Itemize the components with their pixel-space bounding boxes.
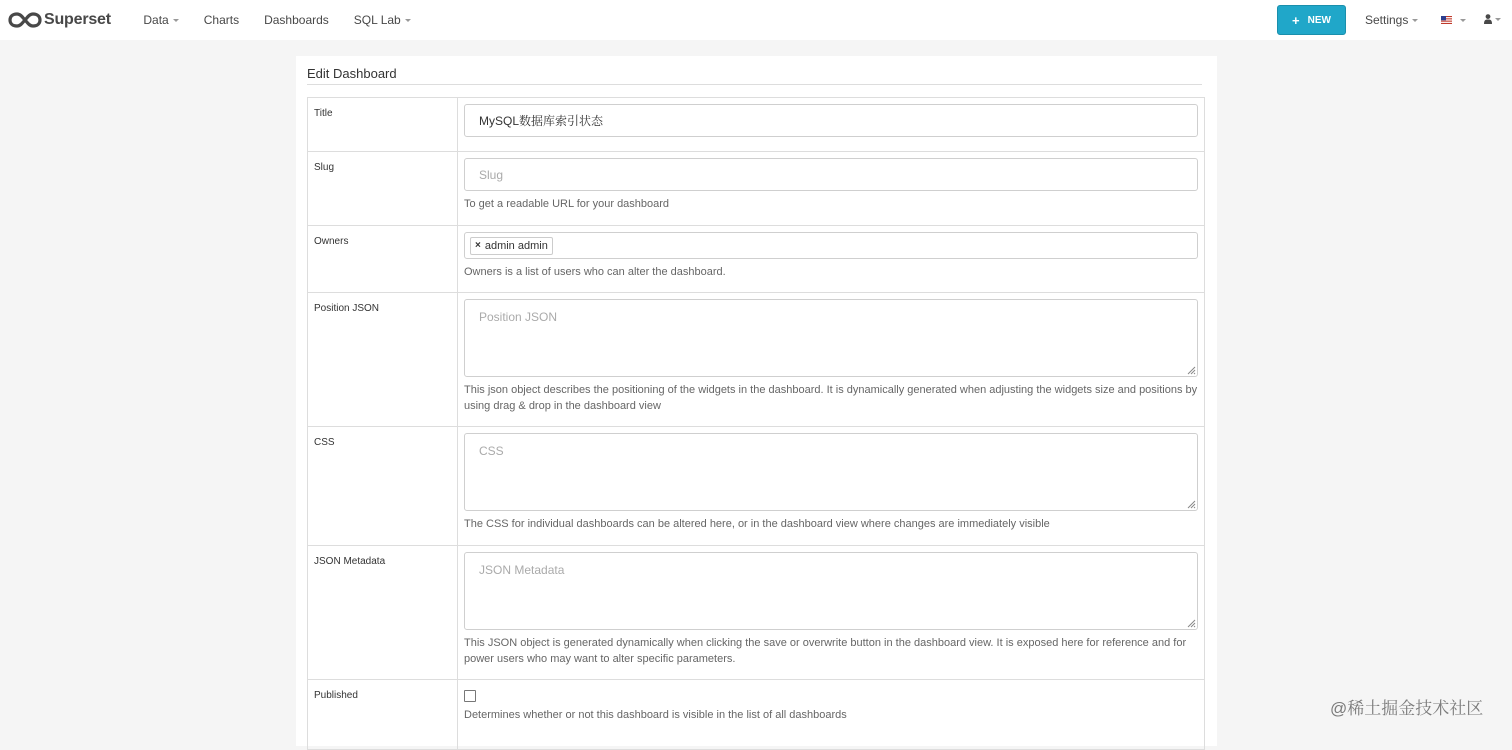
nav-item-label: SQL Lab [353,13,401,27]
textarea-placeholder: JSON Metadata [479,563,565,577]
field-label: Slug [308,152,458,226]
title-input[interactable]: MySQL数据库索引状态 [464,104,1198,137]
divider [307,84,1202,85]
field-label: Position JSON [308,293,458,427]
field-label: CSS [308,427,458,546]
json-metadata-textarea[interactable] [464,552,1198,630]
user-icon [1484,14,1492,24]
plus-icon: + [1292,12,1300,28]
top-navbar [0,0,1512,40]
field-label: Published [308,680,458,750]
form-row-published [308,680,1205,750]
owners-help: Owners is a list of users who can alter the dashboard. [464,266,726,278]
css-help: The CSS for individual dashboards can be altered here, or in the dashboard view where changes are immediately visible [464,518,1050,530]
remove-tag-icon[interactable]: × [475,240,481,251]
page-title: Edit Dashboard [307,66,397,81]
nav-item-data[interactable] [131,13,191,27]
resize-handle-icon[interactable] [1186,618,1196,628]
user-menu[interactable] [1484,14,1501,24]
nav-item-label: Data [143,13,169,27]
caret-down-icon [405,19,411,22]
settings-label: Settings [1365,13,1409,27]
position-json-help: This json object describes the positioning of the widgets in the dashboard. It is dynamically generated when adjusting the widgets size and positions by using drag & drop in the dashboard view [464,384,1198,412]
textarea-placeholder: CSS [479,444,504,458]
new-button-label: NEW [1307,14,1331,26]
superset-logo-icon [8,11,42,29]
caret-down-icon [1460,19,1466,22]
published-help: Determines whether or not this dashboard is visible in the list of all dashboards [464,709,847,721]
watermark: @稀土掘金技术社区 [1330,699,1484,718]
nav-item-dashboards[interactable] [252,13,342,27]
us-flag-icon[interactable] [1441,16,1452,24]
owners-select[interactable] [464,232,1198,259]
field-label: Title [308,98,458,152]
slug-help: To get a readable URL for your dashboard [464,198,670,210]
form-row-json-metadata [308,546,1205,680]
edit-dashboard-panel [296,56,1217,746]
caret-down-icon [1495,18,1501,21]
nav-item-label: Dashboards [264,13,329,27]
css-textarea[interactable] [464,433,1198,511]
nav-item-sql-lab[interactable] [341,13,423,27]
owner-tag-label: admin admin [484,239,548,252]
form-row-title [308,98,1205,152]
new-button[interactable] [1277,5,1346,35]
nav-item-label: Charts [203,13,240,27]
edit-dashboard-form [307,97,1205,750]
published-checkbox[interactable] [464,690,476,702]
form-row-css [308,427,1205,546]
slug-input[interactable]: Slug [464,158,1198,191]
position-json-textarea[interactable] [464,299,1198,377]
resize-handle-icon[interactable] [1186,499,1196,509]
caret-down-icon [1412,19,1418,22]
owner-tag [470,237,553,255]
form-row-owners [308,226,1205,293]
settings-menu[interactable] [1365,0,1418,40]
nav-item-charts[interactable] [191,13,251,27]
textarea-placeholder: Position JSON [479,310,558,324]
form-row-position-json [308,293,1205,427]
form-row-slug [308,152,1205,226]
resize-handle-icon[interactable] [1186,365,1196,375]
json-metadata-help: This JSON object is generated dynamically when clicking the save or overwrite button in the dashboard view. It is exposed here for reference and for power users who may want to alter specific parameters. [464,637,1187,665]
caret-down-icon [173,19,179,22]
main-nav [131,0,423,40]
field-label: JSON Metadata [308,546,458,680]
brand[interactable] [8,0,111,40]
brand-name: Superset [44,11,111,28]
field-label: Owners [308,226,458,293]
